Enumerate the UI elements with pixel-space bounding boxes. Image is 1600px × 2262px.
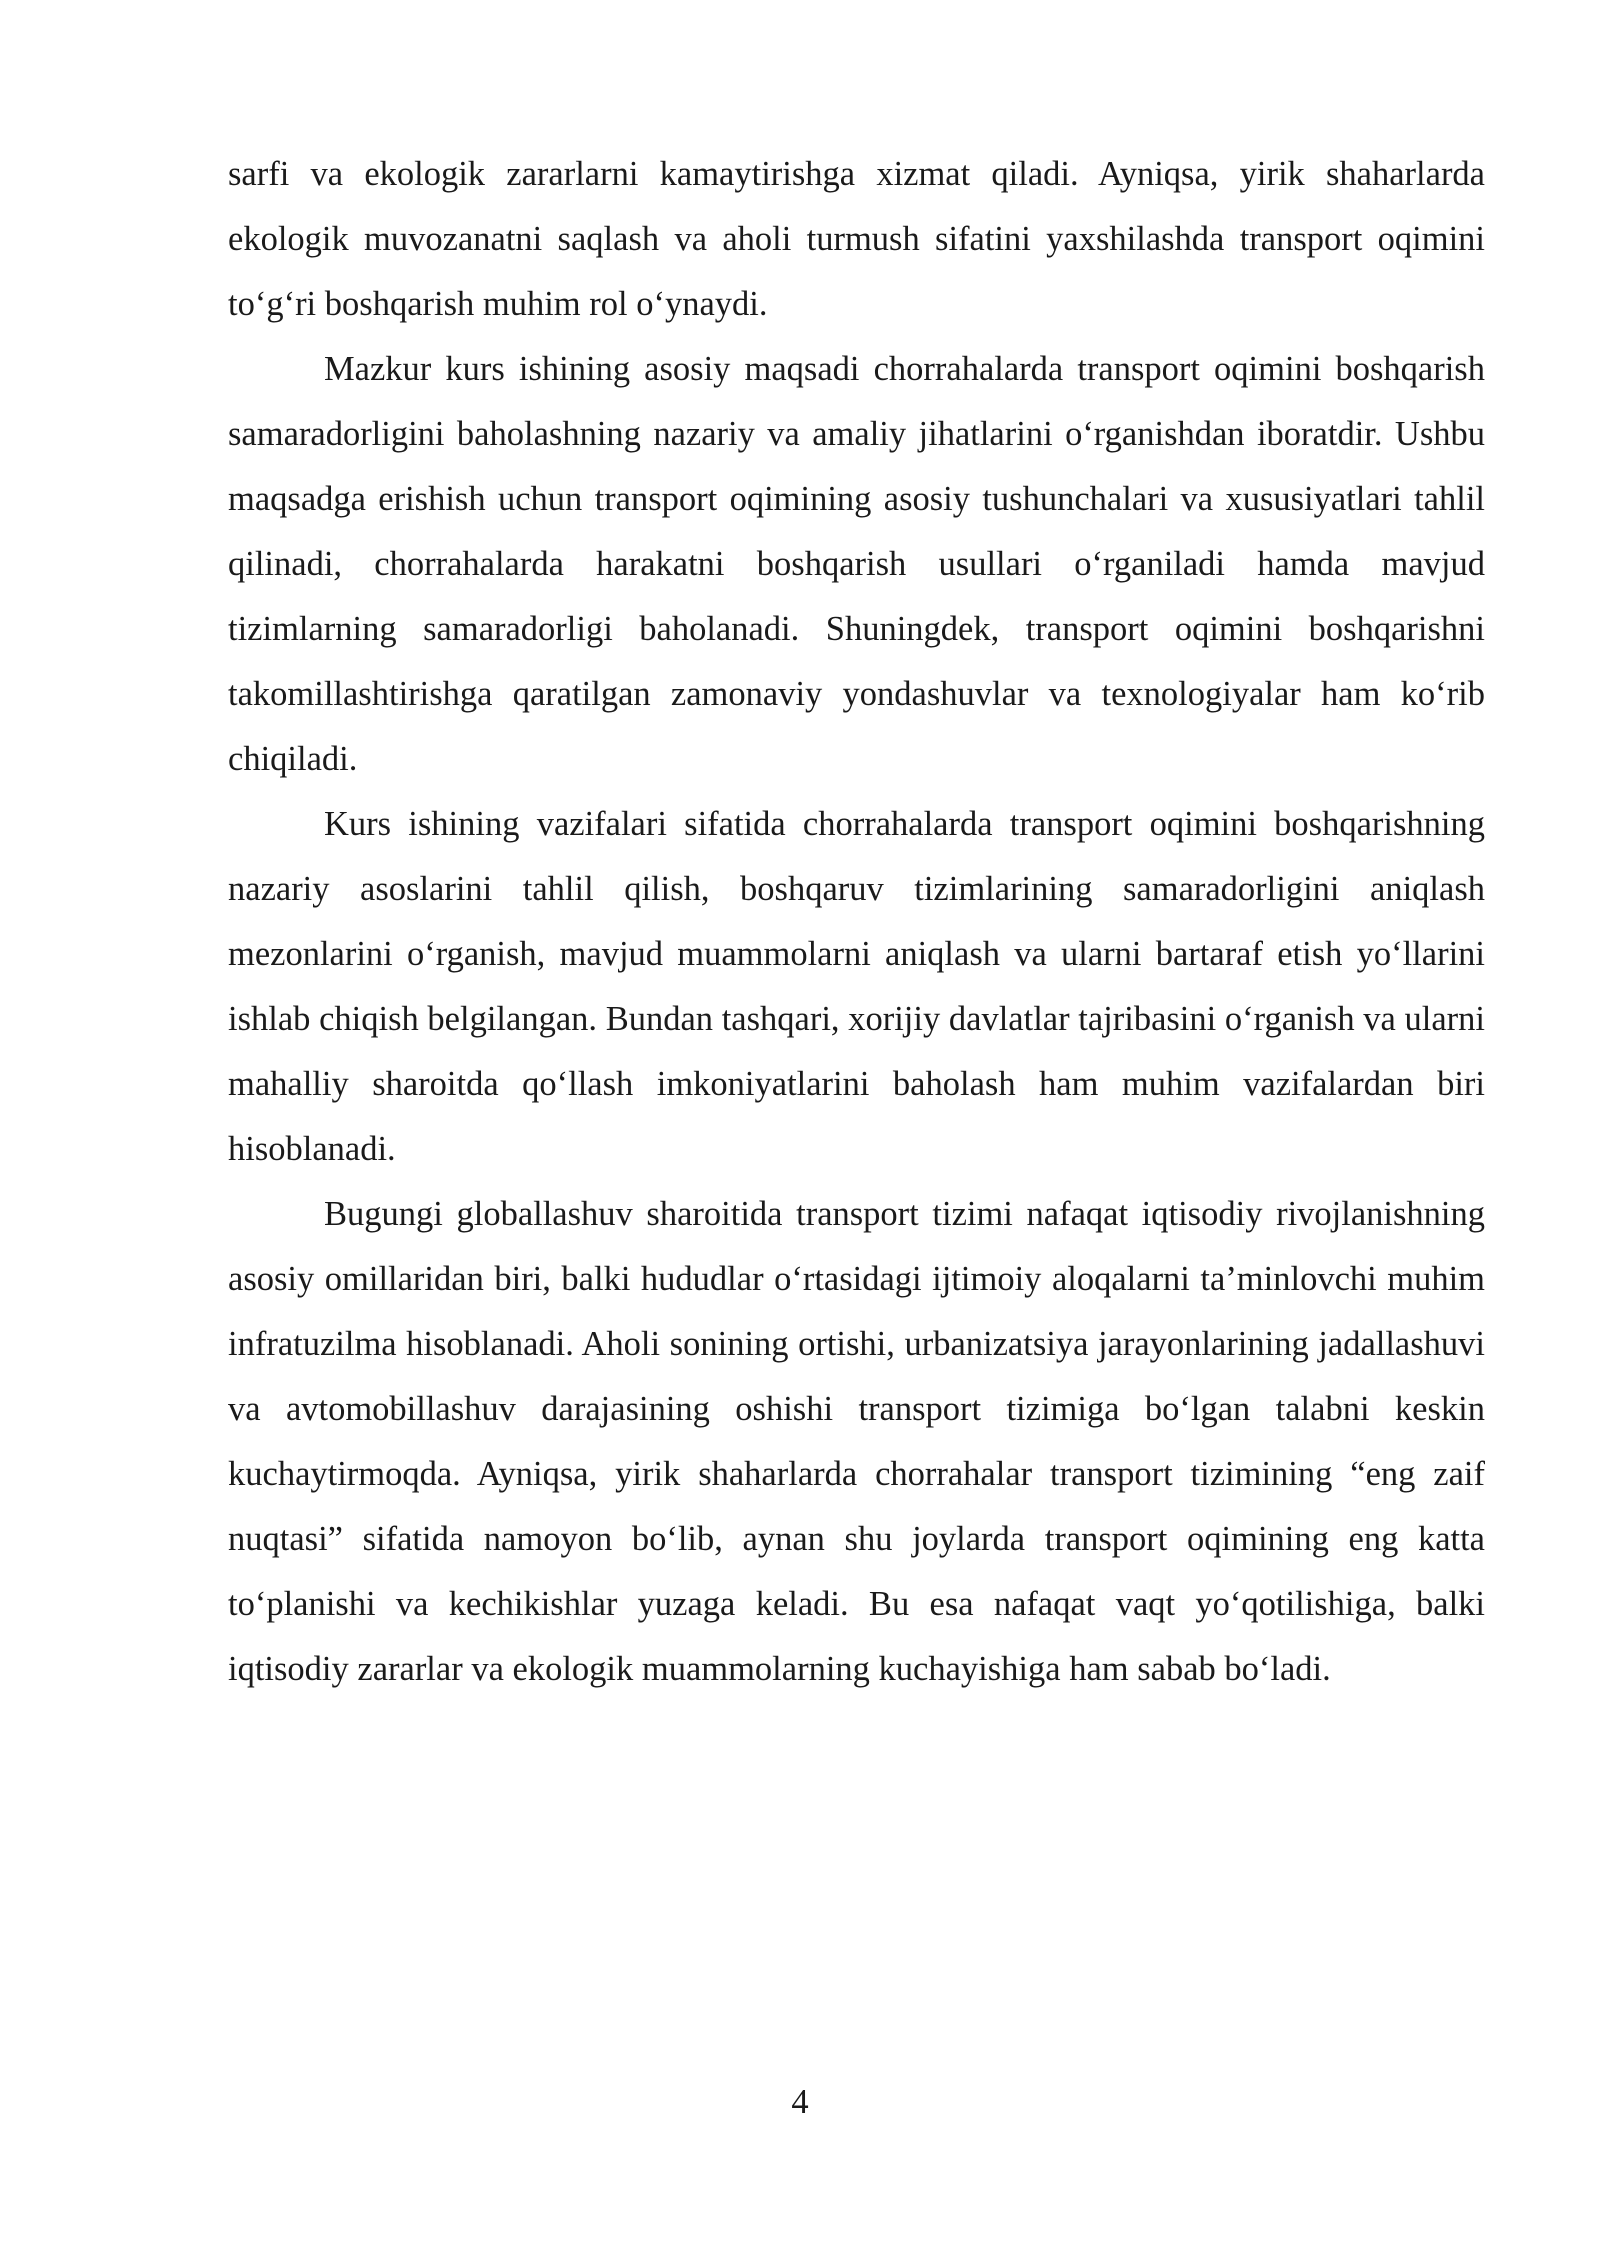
page-number: 4	[791, 2083, 809, 2121]
paragraph-continuation: sarfi va ekologik zararlarni kamaytirishga xizmat qiladi. Ayniqsa, yirik shaharlarda ekologik muvozanatni saqlash va aholi turmush sifatini yaxshilashda transport oqimini to‘g‘ri boshqarish muhim rol o‘ynaydi.	[228, 155, 1485, 323]
paragraph-tasks: Kurs ishining vazifalari sifatida chorrahalarda transport oqimini boshqarishning nazariy asoslarini tahlil qilish, boshqaruv tizimlarining samaradorligini aniqlash mezonlarini o‘rganish, mavjud muammolarni aniqlash va ularni bartaraf etish yo‘llarini ishlab chiqish belgilangan. Bundan tashqari, xorijiy davlatlar tajribasini o‘rganish va ularni mahalliy sharoitda qo‘llash imkoniyatlarini baholash ham muhim vazifalardan biri hisoblanadi.	[228, 805, 1485, 1168]
paragraph-globalization: Bugungi globallashuv sharoitida transport tizimi nafaqat iqtisodiy rivojlanishning asosiy omillaridan biri, balki hududlar o‘rtasidagi ijtimoiy aloqalarni ta’minlovchi muhim infratuzilma hisoblanadi. Aholi sonining ortishi, urbanizatsiya jarayonlarining jadallashuvi va avtomobillashuv darajasining oshishi transport tizimiga bo‘lgan talabni keskin kuchaytirmoqda. Ayniqsa, yirik shaharlarda chorrahalar transport tizimining “eng zaif nuqtasi” sifatida namoyon bo‘lib, aynan shu joylarda transport oqimining eng katta to‘planishi va kechikishlar yuzaga keladi. Bu esa nafaqat vaqt yo‘qotilishiga, balki iqtisodiy zararlar va ekologik muammolarning kuchayishiga ham sabab bo‘ladi.	[228, 1195, 1485, 1688]
body-text	[228, 142, 1485, 1702]
paragraph-aim: Mazkur kurs ishining asosiy maqsadi chorrahalarda transport oqimini boshqarish samaradorligini baholashning nazariy va amaliy jihatlarini o‘rganishdan iboratdir. Ushbu maqsadga erishish uchun transport oqimining asosiy tushunchalari va xususiyatlari tahlil qilinadi, chorrahalarda harakatni boshqarish usullari o‘rganiladi hamda mavjud tizimlarning samaradorligi baholanadi. Shuningdek, transport oqimini boshqarishni takomillashtirishga qaratilgan zamonaviy yondashuvlar va texnologiyalar ham ko‘rib chiqiladi.	[228, 350, 1485, 778]
